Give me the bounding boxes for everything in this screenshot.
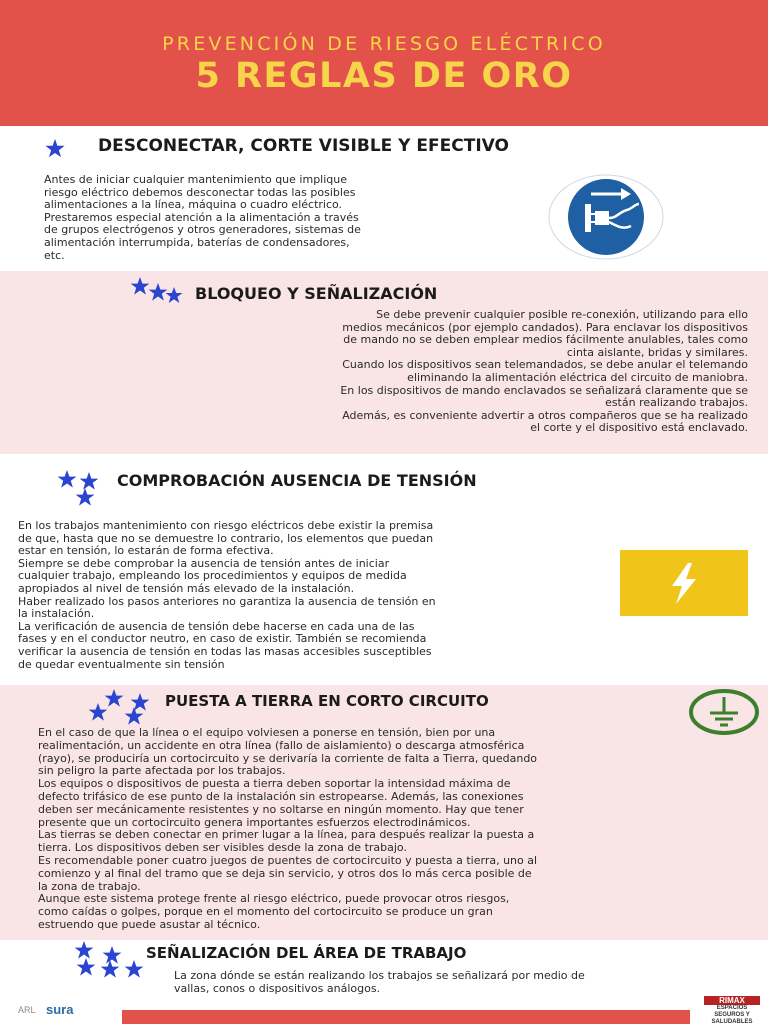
star-cluster-icon — [55, 468, 111, 508]
section-body: La zona dónde se están realizando los trabajos se señalizará por medio de vallas, conos o dispositivos análogos. — [174, 969, 585, 995]
section-grounding — [0, 685, 768, 940]
header-title: 5 REGLAS DE ORO — [195, 56, 573, 96]
section-lockout — [0, 271, 768, 454]
star-icon — [44, 138, 66, 160]
section-heading: BLOQUEO Y SEÑALIZACIÓN — [195, 284, 438, 303]
section-body: En los trabajos mantenimiento con riesgo eléctricos debe existir la premisa de que, hasta que no se demuestre lo contrario, los elementos que puedan estar en tensión, lo estarán de forma efectiva. Siempre se debe comprobar la ausencia de tensión antes de iniciar cualquier trabajo, empleando los procedimientos y equipos de medida apropiados al nivel de tensión más elevado de la instalación. Haber realizado los pasos anteriores no garantiza la ausencia de tensión en la instalación. La verificación de ausencia de tensión debe hacerse en cada una de las fases y en el conductor neutro, en caso de existir. También se recomienda verificar la ausencia de tensión en todas las masas accesibles susceptibles de quedar eventualmente sin tensión — [18, 519, 436, 671]
section-heading: PUESTA A TIERRA EN CORTO CIRCUITO — [165, 692, 489, 710]
disconnect-plug-icon — [547, 174, 665, 260]
section-heading: SEÑALIZACIÓN DEL ÁREA DE TRABAJO — [146, 944, 467, 962]
section-heading: DESCONECTAR, CORTE VISIBLE Y EFECTIVO — [98, 136, 509, 156]
header-banner — [0, 0, 768, 126]
sura-logo: sura — [46, 1002, 74, 1017]
header-subtitle: PREVENCIÓN DE RIESGO ELÉCTRICO — [162, 33, 606, 55]
section-heading: COMPROBACIÓN AUSENCIA DE TENSIÓN — [117, 471, 477, 490]
section-body: Antes de iniciar cualquier mantenimiento que implique riesgo eléctrico debemos desconectar todas las posibles alimentaciones a la línea, máquina o cuadro eléctrico. Prestaremos especial atención a la alimentación a través de grupos electrógenos y otros generadores, sistemas de alimentación interrumpida, baterías de condensadores, etc. — [44, 173, 361, 262]
arl-label: ARL — [18, 1005, 36, 1015]
star-cluster-icon — [86, 687, 160, 727]
section-disconnect — [0, 126, 768, 271]
lightning-bolt-icon — [620, 550, 748, 616]
star-cluster-icon — [128, 275, 188, 305]
star-cluster-icon — [72, 940, 148, 980]
section-body: Se debe prevenir cualquier posible re-conexión, utilizando para ello medios mecánicos (por ejemplo candados). Para enclavar los dispositivos de mando no se deben emplear medios fácilmente anulables, tales como cinta aislante, bridas y similares. Cuando los dispositivos sean telemandados, se debe anular el telemando eliminando la alimentación eléctrica del circuito de maniobra. En los dispositivos de mando enclavados se señalizará claramente que se están realizando trabajos. Además, es conveniente advertir a otros compañeros que se ha realizado el corte y el dispositivo está enclavado. — [340, 308, 748, 435]
section-voltage-check — [0, 454, 768, 685]
section-body: En el caso de que la línea o el equipo volviesen a ponerse en tensión, bien por una realimentación, un accidente en otra línea (fallo de aislamiento) o descarga atmosférica (rayo), se produciría un cortocircuito y se derivaría la corriente de falta a Tierra, quedando sin peligro la parte afectada por los trabajos. Los equipos o dispositivos de puesta a tierra deben soportar la intensidad máxima de defecto trifásico de ese punto de la instalación sin estropearse. Además, las conexiones deben ser mecánicamente resistentes y no soltarse en ningún momento. Hay que tener presente que un cortocircuito genera importantes esfuerzos electrodinámicos. Las tierras se deben conectar en primer lugar a la línea, para después realizar la puesta a tierra. Los dispositivos deben ser visibles desde la zona de trabajo. Es recomendable poner cuatro juegos de puentes de cortocircuito y puesta a tierra, uno al comienzo y al final del tramo que se deja sin servicio, y otros dos lo más cerca posible de la zona de trabajo. Aunque este sistema protege frente al riesgo eléctrico, puede provocar otros riesgos, como caídas o golpes, porque en el momento del cortocircuito se produce un gran estruendo que puede asustar al técnico. — [38, 726, 538, 931]
rimax-logo-subtitle: ESPACIOS SEGUROS Y SALUDABLES — [711, 1005, 753, 1025]
section-area-signage — [0, 940, 768, 1004]
footer-bar — [122, 1010, 690, 1024]
rimax-logo-title: RIMAX — [704, 996, 760, 1005]
rimax-logo — [704, 996, 760, 1025]
